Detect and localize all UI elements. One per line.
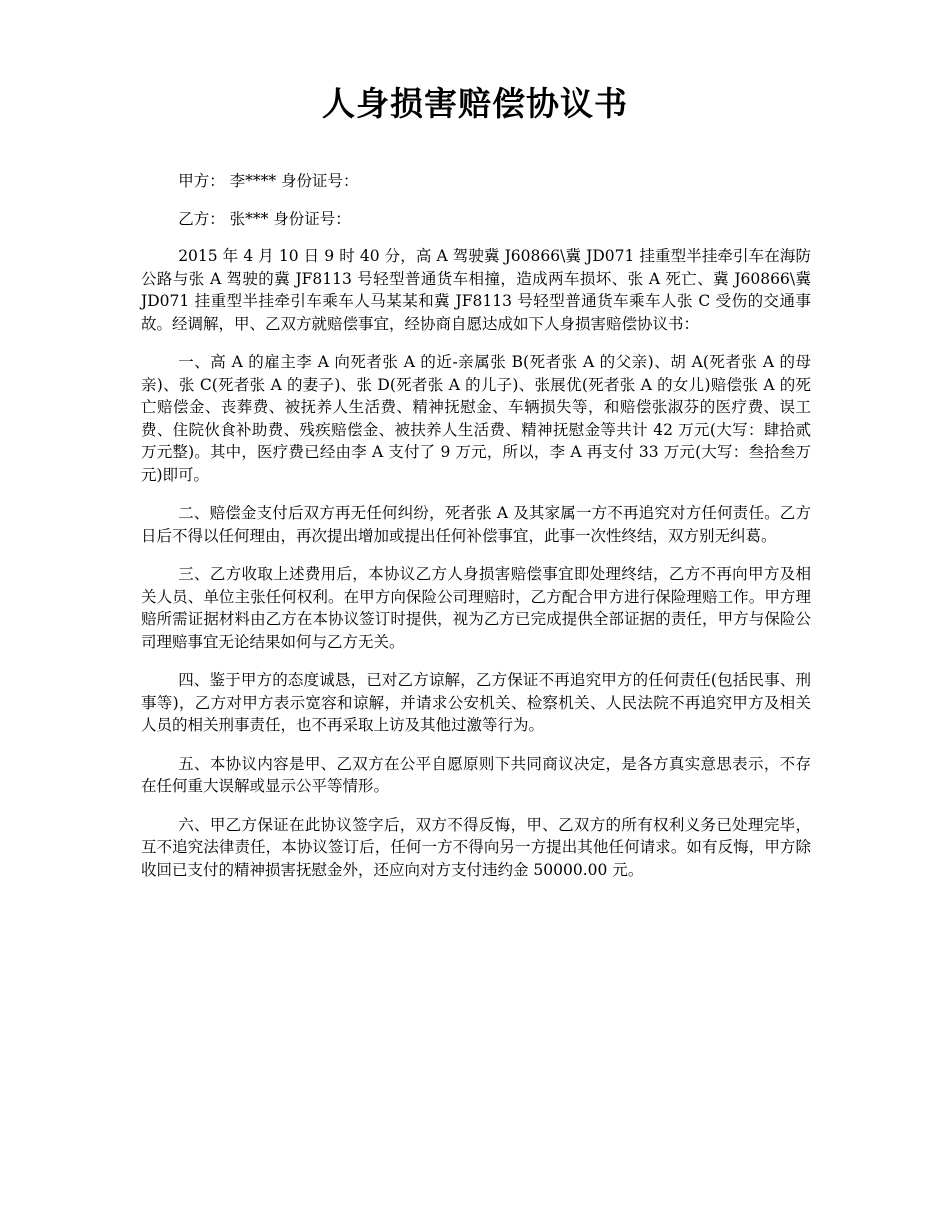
document-body xyxy=(141,170,811,897)
paragraph-clause-4: 四、鉴于甲方的态度诚恳，已对乙方谅解，乙方保证不再追究甲方的任何责任(包括民事、刑事等)，乙方对甲方表示宽容和谅解，并请求公安机关、检察机关、人民法院不再追究甲方及相关人员的相关刑事责任，也不再采取上访及其他过激等行为。 xyxy=(141,671,811,734)
paragraph-clause-3: 三、乙方收取上述费用后，本协议乙方人身损害赔偿事宜即处理终结，乙方不再向甲方及相关人员、单位主张任何权利。在甲方向保险公司理赔时，乙方配合甲方进行保险理赔工作。甲方理赔所需证据材料由乙方在本协议签订时提供，视为乙方已完成提供全部证据的责任，甲方与保险公司理赔事宜无论结果如何与乙方无关。 xyxy=(141,565,811,651)
paragraph-clause-2: 二、赔偿金支付后双方再无任何纠纷，死者张 A 及其家属一方不再追究对方任何责任。乙方日后不得以任何理由，再次提出增加或提出任何补偿事宜，此事一次性终结，双方别无纠葛。 xyxy=(141,504,811,545)
party-a-line: 甲方： 李**** 身份证号： xyxy=(178,172,359,190)
document-title: 人身损害赔偿协议书 xyxy=(322,84,628,123)
paragraph-accident-summary: 2015 年 4 月 10 日 9 时 40 分，高 A 驾驶冀 J60866\冀 JD071 挂重型半挂牵引车在海防公路与张 A 驾驶的冀 JF8113 号轻型普通货车相撞，造成两车损坏、张 A 死亡、冀 J60866\冀 JD071 挂重型半挂牵引车乘车人马某某和冀 JF8113 号轻型普通货车乘车人张 C 受伤的交通事故。经调解，甲、乙双方就赔偿事宜，经协商自愿达成如下人身损害赔偿协议书： xyxy=(141,247,811,333)
party-b-line: 乙方： 张*** 身份证号： xyxy=(178,209,351,228)
paragraph-clause-6: 六、甲乙方保证在此协议签字后，双方不得反悔，甲、乙双方的所有权利义务已处理完毕，互不追究法律责任，本协议签订后，任何一方不得向另一方提出其他任何请求。如有反悔，甲方除收回已支付的精神损害抚慰金外，还应向对方支付违约金 50000.00 元。 xyxy=(141,815,811,879)
paragraph-clause-1: 一、高 A 的雇主李 A 向死者张 A 的近-亲属张 B(死者张 A 的父亲)、胡 A(死者张 A 的母亲)、张 C(死者张 A 的妻子)、张 D(死者张 A 的儿子)、张展优(死者张 A 的女儿)赔偿张 A 的死亡赔偿金、丧葬费、被抚养人生活费、精神抚慰金、车辆损失等，和赔偿张淑芬的医疗费、误工费、住院伙食补助费、残疾赔偿金、被扶养人生活费、精神抚慰金等共计 42 万元(大写：肆拾贰万元整)。其中，医疗费已经由李 A 支付了 9 万元，所以，李 A 再支付 33 万元(大写：叁拾叁万元)即可。 xyxy=(141,353,811,484)
paragraph-clause-5: 五、本协议内容是甲、乙双方在公平自愿原则下共同商议决定，是各方真实意思表示，不存在任何重大误解或显示公平等情形。 xyxy=(141,754,811,795)
